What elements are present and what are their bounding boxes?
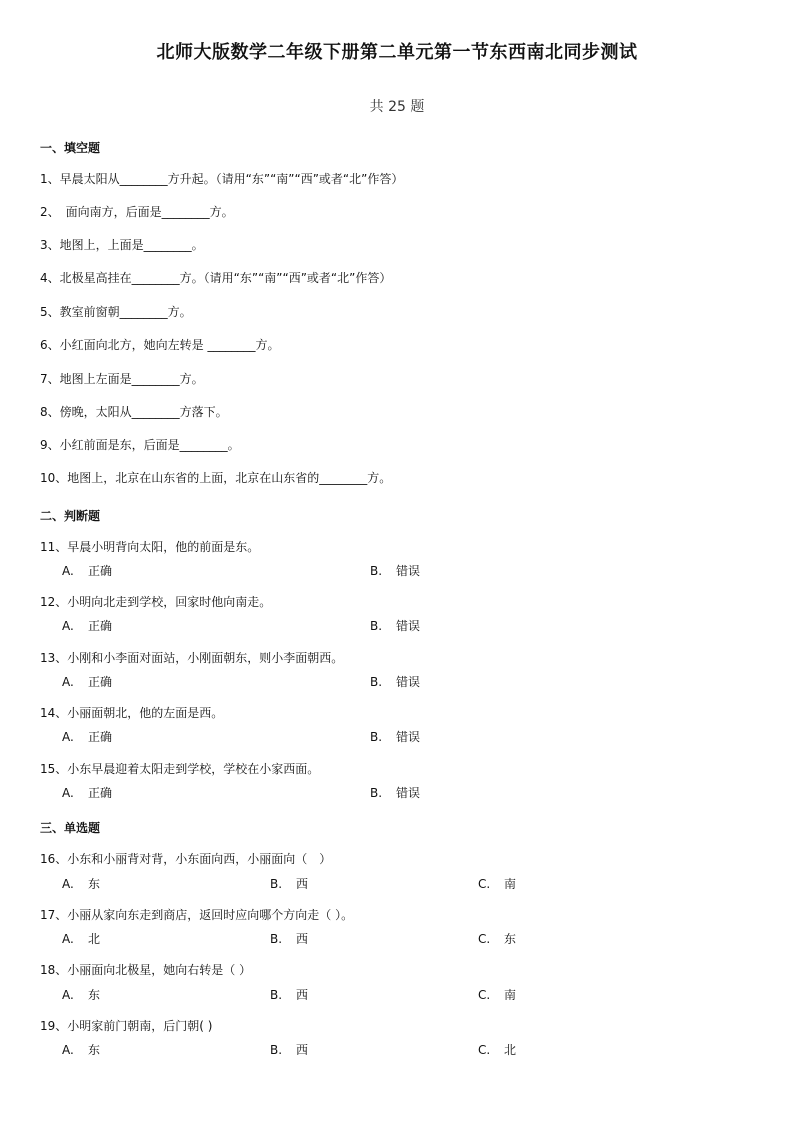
section-single-choice: 三、单选题 [40, 821, 101, 835]
question-1: 1、早晨太阳从________方升起。（请用“东”“南”“西”或者“北”作答） [40, 172, 404, 186]
question-12: 12、小明向北走到学校，回家时他向南走。 [40, 595, 272, 609]
page-title: 北师大版数学二年级下册第二单元第一节东西南北同步测试 [156, 42, 638, 63]
question-17: 17、小丽从家向东走到商店，返回时应向哪个方向走（ ）。 [40, 908, 354, 922]
option-b: B. 西 [270, 1043, 309, 1057]
option-a-correct: A. 正确 [62, 675, 113, 689]
question-9: 9、小红前面是东，后面是________。 [40, 438, 240, 452]
question-3: 3、地图上，上面是________。 [40, 238, 204, 252]
option-a-correct: A. 正确 [62, 786, 113, 800]
option-a: A. 东 [62, 1043, 101, 1057]
question-16: 16、小东和小丽背对背，小东面向西，小丽面向（ ） [40, 852, 332, 866]
question-13: 13、小刚和小李面对面站，小刚面朝东，则小李面朝西。 [40, 651, 344, 665]
option-b-wrong: B. 错误 [370, 730, 421, 744]
question-19: 19、小明家前门朝南，后门朝( ) [40, 1019, 213, 1033]
section-fill-blank: 一、填空题 [40, 141, 101, 155]
question-4: 4、北极星高挂在________方。（请用“东”“南”“西”或者“北”作答） [40, 271, 392, 285]
option-a-correct: A. 正确 [62, 730, 113, 744]
option-a: A. 东 [62, 988, 101, 1002]
question-10: 10、地图上，北京在山东省的上面，北京在山东省的________方。 [40, 471, 392, 485]
option-b-wrong: B. 错误 [370, 786, 421, 800]
option-b-wrong: B. 错误 [370, 619, 421, 633]
question-8: 8、傍晚，太阳从________方落下。 [40, 405, 228, 419]
option-c: C. 东 [478, 932, 517, 946]
option-b-wrong: B. 错误 [370, 675, 421, 689]
option-c: C. 南 [478, 877, 517, 891]
option-b: B. 西 [270, 988, 309, 1002]
section-true-false: 二、判断题 [40, 509, 101, 523]
option-b: B. 西 [270, 932, 309, 946]
question-2: 2、 面向南方，后面是________方。 [40, 205, 234, 219]
question-6: 6、小红面向北方，她向左转是 ________方。 [40, 338, 280, 352]
question-count: 共 25 题 [369, 99, 425, 115]
option-a-correct: A. 正确 [62, 619, 113, 633]
question-5: 5、教室前窗朝________方。 [40, 305, 192, 319]
option-b: B. 西 [270, 877, 309, 891]
question-11: 11、早晨小明背向太阳，他的前面是东。 [40, 540, 260, 554]
option-a: A. 东 [62, 877, 101, 891]
option-b-wrong: B. 错误 [370, 564, 421, 578]
option-a: A. 北 [62, 932, 101, 946]
question-15: 15、小东早晨迎着太阳走到学校，学校在小家西面。 [40, 762, 320, 776]
question-7: 7、地图上左面是________方。 [40, 372, 204, 386]
option-c: C. 北 [478, 1043, 517, 1057]
option-a-correct: A. 正确 [62, 564, 113, 578]
question-18: 18、小丽面向北极星，她向右转是（ ） [40, 963, 252, 977]
option-c: C. 南 [478, 988, 517, 1002]
question-14: 14、小丽面朝北，他的左面是西。 [40, 706, 224, 720]
